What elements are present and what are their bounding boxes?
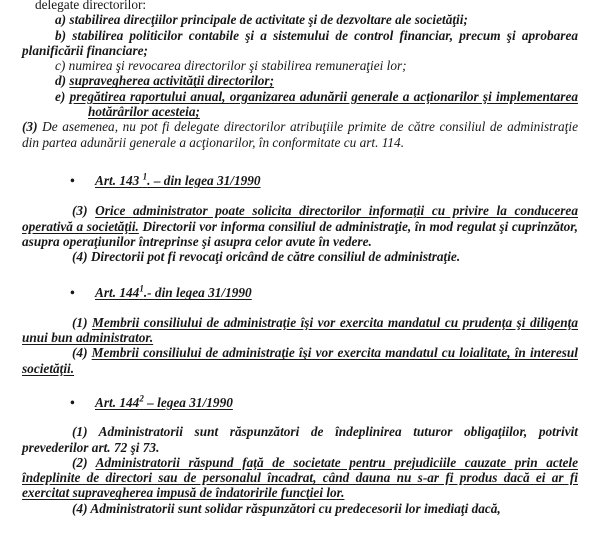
paragraph-143-4 [22,249,578,264]
item-text: stabilirea direcţiilor principale de activitate şi de dezvoltare ale societăţii; [69,12,468,28]
list-item-b [22,28,578,59]
item-marker: d) [55,73,67,89]
paragraph-text: (4) Directorii pot fi revocaţi oricând de către consiliul de administraţie. [72,249,461,265]
item-text: stabilirea politicilor contabile şi a sistemului de control financiar, precum şi aprobarea planificării financiare; [22,27,578,58]
legal-document-page [22,0,578,516]
item-marker: a) [55,12,67,28]
article-law-reference: – legea 31/1990 [143,394,233,410]
paragraph-underlined-text: Membrii consiliului de administraţie îşi vor exercita mandatul cu prudenţa şi diligenţa unui bun administrator. [22,314,579,346]
paragraph-text: (1) Administratorii sunt răspunzători de îndeplinirea tuturor obligaţiilor, potrivit prevederilor art. 72 şi 73. [22,424,578,455]
article-heading-144-1 [22,285,578,300]
paragraph-144-1-4 [22,345,578,376]
article-title [95,285,252,300]
bullet-icon: • [70,172,75,188]
item-text: supravegherea activităţii directorilor; [69,73,275,89]
list-item-d [22,73,578,88]
item-marker: b) [55,27,67,43]
article-law-reference: . – din legea 31/1990 [147,172,261,188]
paragraph-144-2-1 [22,424,578,455]
paragraph-text: Directorii vor informa consiliul de administraţie, în mod regulat şi cuprinzător, asupra operaţiunilor întreprinse şi asupra celor avute în vedere. [22,218,578,249]
article-number: Art. 144 [95,285,140,301]
article-superscript: 2 [139,393,144,404]
article-heading-143 [22,173,578,188]
list-item-e [22,89,578,120]
paragraph-number: (2) [72,454,88,470]
paragraph-number: (1) [72,314,88,330]
paragraph-3-delegation [22,119,578,150]
article-superscript: 1 [142,171,148,182]
paragraph-number: (4) [72,345,88,361]
paragraph-143-3 [22,203,578,249]
bullet-icon: • [70,285,75,301]
intro-continuation-line [35,0,578,12]
article-number: Art. 144 [95,394,140,410]
article-title [95,395,233,410]
intro-text: delegate directorilor: [35,0,147,12]
bullet-icon: • [70,394,75,410]
article-superscript: 1 [139,284,144,295]
list-item-c [22,58,578,73]
article-title [95,173,261,188]
item-text: numirea şi revocarea directorilor şi stabilirea remuneraţiei lor; [68,58,407,74]
paragraph-text: (4) Administratorii sunt solidar răspunzători cu predecesorii lor imediaţi dacă, [72,500,501,516]
article-heading-144-2 [22,395,578,410]
article-number: Art. 143 [95,172,143,188]
paragraph-144-2-2 [22,455,578,501]
paragraph-underlined-text: Membrii consiliului de administraţie îşi vor exercita mandatul cu loialitate, în interesul societăţii. [22,345,578,376]
paragraph-underlined-text: Administratorii răspund faţă de societate pentru prejudiciile cauzate prin actele îndeplinite de directori sau de personalul încadrat, când dauna nu s-ar fi produs dacă ei ar fi exercitat supravegherea impusă de îndatoririle funcţiei lor. [22,454,578,501]
item-marker: c) [55,58,66,74]
paragraph-underlined-text: Orice administrator poate solicita directorilor informaţii cu privire la conducerea operativă a societăţii. [22,203,578,234]
paragraph-144-2-4 [22,501,578,516]
item-text: pregătirea raportului anual, organizarea adunării generale a acţionarilor şi implementarea hotărârilor acesteia; [69,88,578,120]
paragraph-text: De asemenea, nu pot fi delegate directorilor atribuţiile primite de către consiliul de administraţie din partea adunării generale a acţionarilor, în conformitate cu art. 114. [22,119,578,150]
paragraph-144-1-1 [22,315,578,346]
paragraph-number: (3) [72,203,88,219]
list-item-a [22,12,578,27]
paragraph-number: (3) [22,119,38,135]
article-law-reference: .- din legea 31/1990 [143,285,252,301]
item-marker: e) [55,88,66,104]
